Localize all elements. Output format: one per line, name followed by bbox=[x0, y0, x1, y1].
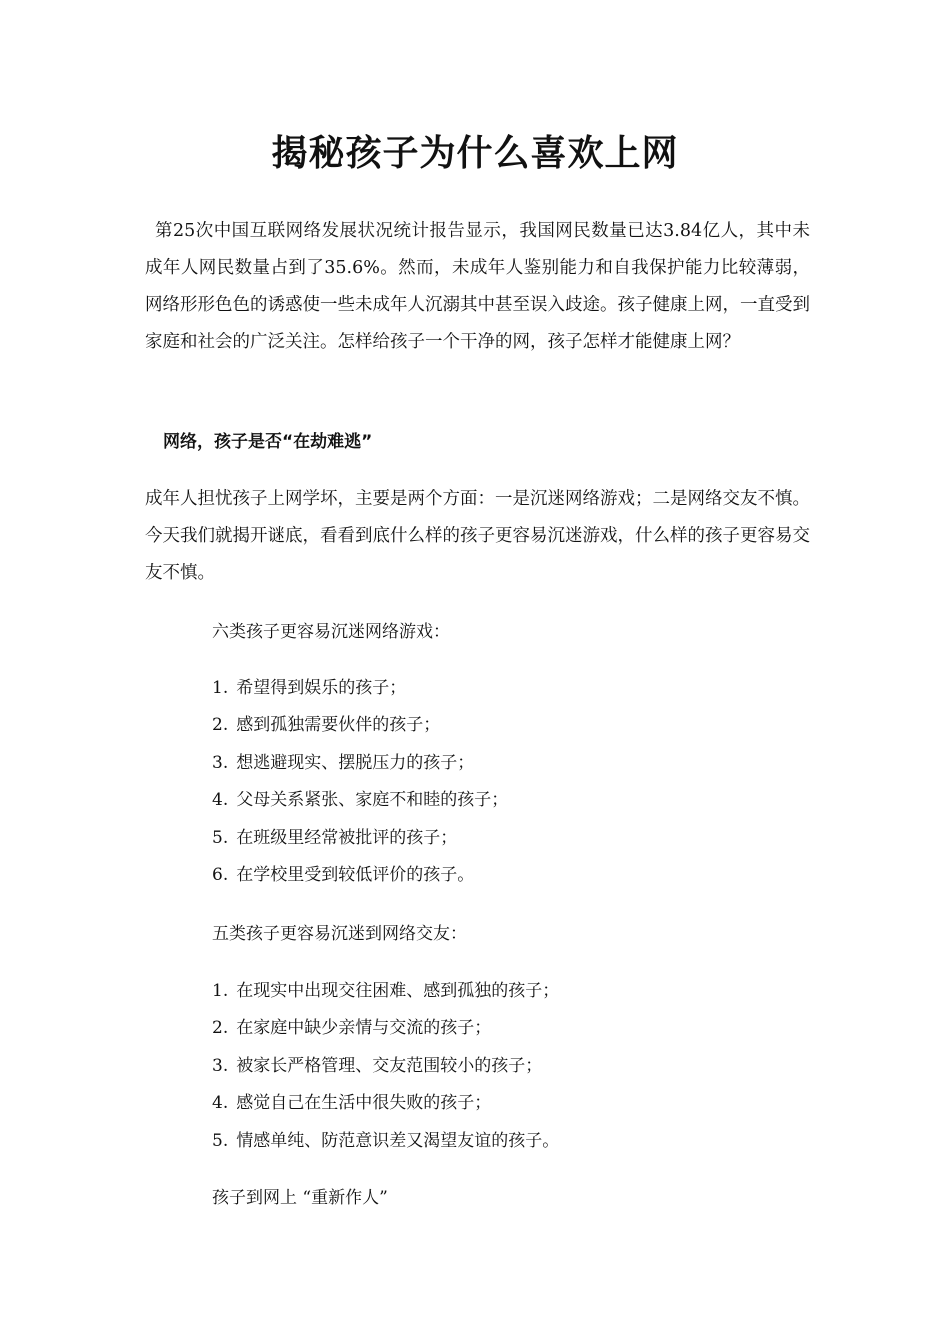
list-item bbox=[212, 1010, 559, 1047]
list-item-number: 2. bbox=[212, 1018, 229, 1039]
list-item bbox=[212, 1085, 559, 1122]
list-item bbox=[212, 745, 508, 782]
list-item-text: 父母关系紧张、家庭不和睦的孩子； bbox=[236, 790, 509, 811]
list-item bbox=[212, 857, 508, 894]
list-item-text: 想逃避现实、摆脱压力的孩子； bbox=[236, 752, 475, 773]
list-item-number: 3. bbox=[212, 752, 229, 773]
intro-paragraph: 第25次中国互联网络发展状况统计报告显示，我国网民数量已达3.84亿人，其中未成年人网民数量占到了35.6%。然而，未成年人鉴别能力和自我保护能力比较薄弱，网络形形色色的诱惑使一些未成年人沉溺其中甚至误入歧途。孩子健康上网，一直受到家庭和社会的广泛关注。怎样给孩子一个干净的网，孩子怎样才能健康上网？ bbox=[145, 221, 810, 352]
list-item-number: 5. bbox=[212, 827, 229, 848]
list-item-number: 3. bbox=[212, 1055, 229, 1076]
list-item-text: 希望得到娱乐的孩子； bbox=[236, 678, 407, 698]
section-1-paragraph: 成年人担忧孩子上网学坏，主要是两个方面：一是沉迷网络游戏；二是网络交友不慎。今天我们就揭开谜底，看看到底什么样的孩子更容易沉迷游戏，什么样的孩子更容易交友不慎。 bbox=[145, 489, 810, 583]
list-item-text: 感到孤独需要伙伴的孩子； bbox=[236, 715, 441, 736]
games-list bbox=[212, 670, 508, 894]
games-list-heading: 六类孩子更容易沉迷网络游戏： bbox=[212, 622, 450, 642]
friends-list-heading: 五类孩子更容易沉迷到网络交友： bbox=[212, 924, 467, 944]
list-item-text: 感觉自己在生活中很失败的孩子； bbox=[236, 1093, 492, 1114]
list-item-number: 4. bbox=[212, 1093, 229, 1114]
list-item-number: 1. bbox=[212, 678, 229, 698]
list-item bbox=[212, 820, 508, 857]
page-title: 揭秘孩子为什么喜欢上网 bbox=[271, 133, 679, 174]
list-item bbox=[212, 1123, 559, 1160]
list-item-text: 在学校里受到较低评价的孩子。 bbox=[236, 865, 475, 886]
list-item bbox=[212, 973, 559, 1010]
list-item-number: 6. bbox=[212, 865, 229, 886]
list-item-text: 在家庭中缺少亲情与交流的孩子； bbox=[236, 1018, 492, 1039]
list-item-text: 在现实中出现交往困难、感到孤独的孩子； bbox=[236, 981, 560, 1001]
list-item-number: 5. bbox=[212, 1130, 229, 1151]
section-heading-1: 网络，孩子是否“在劫难逃” bbox=[163, 432, 373, 452]
friends-list bbox=[212, 973, 559, 1160]
list-item bbox=[212, 782, 508, 819]
list-item-text: 在班级里经常被批评的孩子； bbox=[236, 827, 458, 848]
list-item-text: 被家长严格管理、交友范围较小的孩子； bbox=[236, 1055, 543, 1076]
list-item bbox=[212, 1048, 559, 1085]
list-item-number: 2. bbox=[212, 715, 229, 736]
list-item bbox=[212, 707, 508, 744]
list-item-number: 1. bbox=[212, 981, 229, 1001]
list-item-number: 4. bbox=[212, 790, 229, 811]
list-item-text: 情感单纯、防范意识差又渴望友谊的孩子。 bbox=[236, 1130, 560, 1151]
section-heading-2: 孩子到网上 “重新作人” bbox=[212, 1188, 388, 1208]
list-item bbox=[212, 670, 508, 707]
